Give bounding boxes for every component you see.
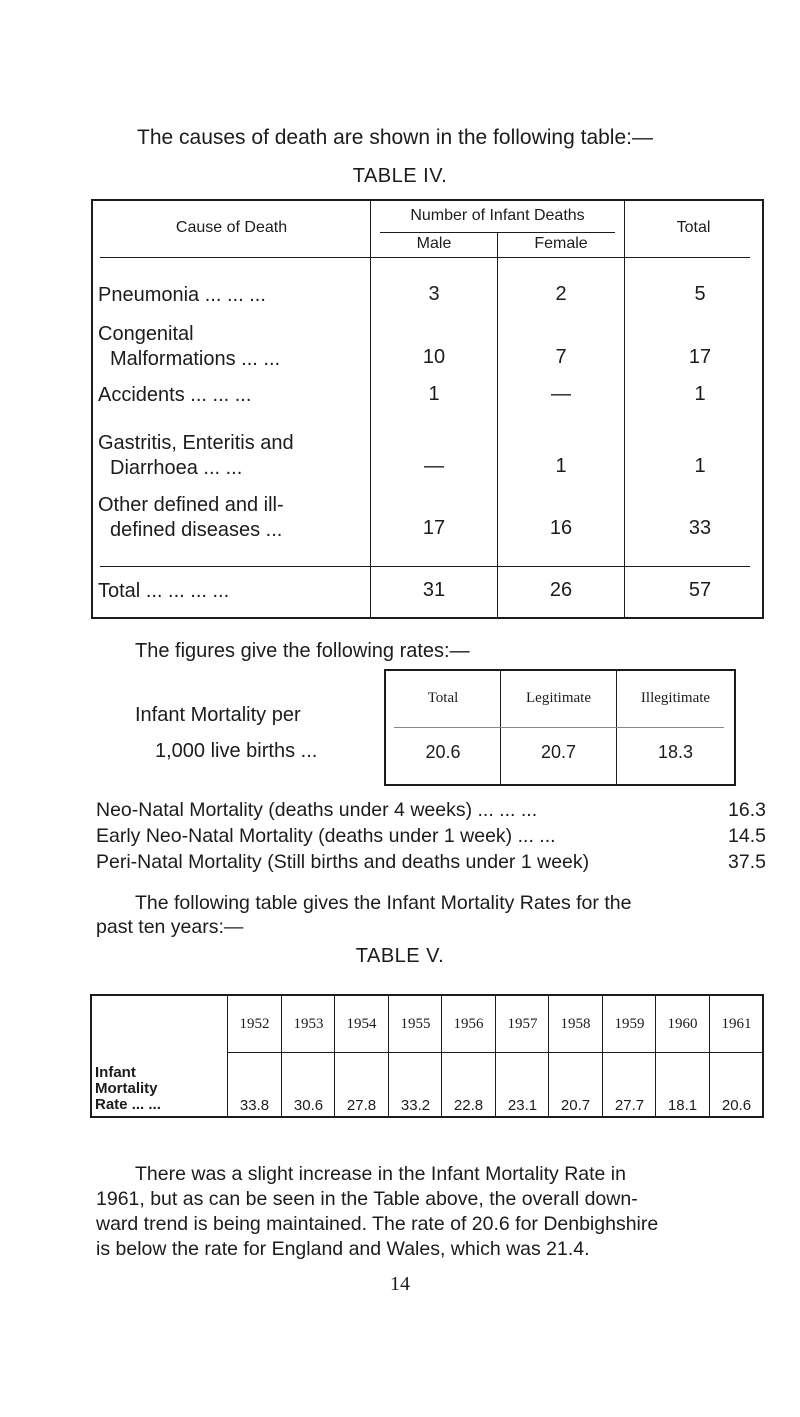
rates-bottom-border	[384, 784, 736, 786]
rates-header-rule	[394, 727, 724, 728]
t4-header-male: Male	[416, 235, 452, 252]
t5-year-header: 1958	[560, 1016, 591, 1032]
t4-total-rule	[100, 566, 750, 567]
rates-label-line-2: 1,000 live births ...	[155, 740, 318, 762]
t4-male-cell: 10	[422, 346, 446, 368]
rates-value-legitimate: 20.7	[540, 742, 577, 762]
table-row-label: Congenital Malformations ... ...	[98, 323, 281, 370]
rates-header-illegitimate: Illegitimate	[640, 690, 711, 706]
rates-value-illegitimate: 18.3	[657, 742, 694, 762]
table-iv-title: TABLE IV.	[352, 165, 448, 187]
mortality-line: Peri-Natal Mortality (Still births and deaths under 1 week) 37.5	[96, 851, 766, 873]
t5-rate-cell: 33.2	[400, 1097, 431, 1114]
t4-total-cell: 5	[694, 283, 706, 305]
table-v-intro-line-2: past ten years:—	[96, 916, 244, 938]
t4-header-female: Female	[534, 235, 588, 252]
t4-bottom-border	[91, 617, 763, 619]
table-row-label: Accidents ... ... ...	[98, 384, 252, 406]
t5-rate-cell: 20.7	[560, 1097, 591, 1114]
t5-year-header: 1952	[239, 1016, 270, 1032]
t4-total-male: 31	[422, 579, 446, 601]
t5-rate-cell: 30.6	[293, 1097, 324, 1114]
table-v-intro-line-1: The following table gives the Infant Mortality Rates for the	[135, 892, 632, 914]
t4-male-cell: —	[424, 455, 444, 477]
t5-rate-cell: 33.8	[239, 1097, 270, 1114]
t4-male-cell: 1	[428, 383, 440, 405]
table-row-label: Pneumonia ... ... ...	[98, 284, 266, 306]
t5-rate-cell: 23.1	[507, 1097, 538, 1114]
t4-female-cell: 2	[555, 283, 567, 305]
t4-header-cause: Cause of Death	[175, 219, 288, 236]
t5-rate-cell: 20.6	[721, 1097, 752, 1114]
t4-female-cell: 1	[555, 455, 567, 477]
closing-line: There was a slight increase in the Infant Mortality Rate in	[135, 1163, 626, 1185]
t4-total-total: 57	[688, 579, 712, 601]
t4-group-underline	[380, 232, 615, 233]
closing-line: ward trend is being maintained. The rate of 20.6 for Denbighshire	[96, 1213, 659, 1235]
closing-line: 1961, but as can be seen in the Table above, the overall down-	[96, 1188, 638, 1210]
rates-intro: The figures give the following rates:—	[135, 640, 470, 662]
t4-header-total: Total	[676, 219, 711, 236]
t5-year-header: 1954	[346, 1016, 377, 1032]
table-v-title: TABLE V.	[355, 945, 445, 967]
t5-year-header: 1956	[453, 1016, 484, 1032]
t4-female-cell: 7	[555, 346, 567, 368]
t5-rate-cell: 22.8	[453, 1097, 484, 1114]
rates-right-border	[734, 669, 736, 786]
t4-female-cell: 16	[549, 517, 573, 539]
t4-female-cell: —	[551, 383, 571, 405]
t4-total-cell: 33	[688, 517, 712, 539]
table-row-label: Other defined and ill- defined diseases ...	[98, 494, 284, 541]
t5-left-border	[90, 994, 92, 1118]
t4-header-group: Number of Infant Deaths	[410, 207, 585, 224]
closing-line: is below the rate for England and Wales, which was 21.4.	[96, 1238, 590, 1260]
t4-total-cell: 17	[688, 346, 712, 368]
rates-header-legitimate: Legitimate	[526, 690, 591, 706]
t5-year-header: 1955	[400, 1016, 431, 1032]
t5-year-header: 1953	[293, 1016, 324, 1032]
mortality-line: Early Neo-Natal Mortality (deaths under 1 week) ... ... 14.5	[96, 825, 766, 847]
t4-top-border	[91, 199, 763, 201]
t4-col-divider-1	[370, 201, 371, 617]
table-row-label: Gastritis, Enteritis and Diarrhoea ... ...	[98, 432, 294, 479]
t5-year-header: 1961	[721, 1016, 752, 1032]
t4-male-cell: 17	[422, 517, 446, 539]
t4-total-cell: 1	[694, 383, 706, 405]
rates-header-total: Total	[427, 690, 459, 706]
t5-year-header: 1957	[507, 1016, 538, 1032]
t5-bottom-border	[90, 1116, 764, 1118]
t4-total-label: Total ... ... ... ...	[98, 580, 230, 602]
t4-col-divider-3	[624, 201, 625, 617]
t4-right-border	[762, 199, 764, 619]
t4-left-border	[91, 199, 93, 619]
t4-total-female: 26	[549, 579, 573, 601]
t4-header-rule	[100, 257, 750, 258]
t4-total-cell: 1	[694, 455, 706, 477]
t5-rate-cell: 27.8	[346, 1097, 377, 1114]
t5-year-header: 1959	[614, 1016, 645, 1032]
rates-top-border	[384, 669, 736, 671]
t5-rate-cell: 27.7	[614, 1097, 645, 1114]
t4-male-cell: 3	[428, 283, 440, 305]
mortality-line: Neo-Natal Mortality (deaths under 4 weeks) ... ... ... 16.3	[96, 799, 766, 821]
t5-top-border	[90, 994, 764, 996]
page-number: 14	[390, 1273, 410, 1295]
t5-rate-cell: 18.1	[667, 1097, 698, 1114]
t5-year-header: 1960	[667, 1016, 698, 1032]
rates-left-border	[384, 669, 386, 786]
t5-row-label: Infant Mortality Rate ... ...	[95, 1064, 161, 1113]
rates-label-line-1: Infant Mortality per	[135, 704, 301, 726]
intro-text: The causes of death are shown in the following table:—	[137, 126, 653, 149]
rates-value-total: 20.6	[425, 742, 461, 762]
